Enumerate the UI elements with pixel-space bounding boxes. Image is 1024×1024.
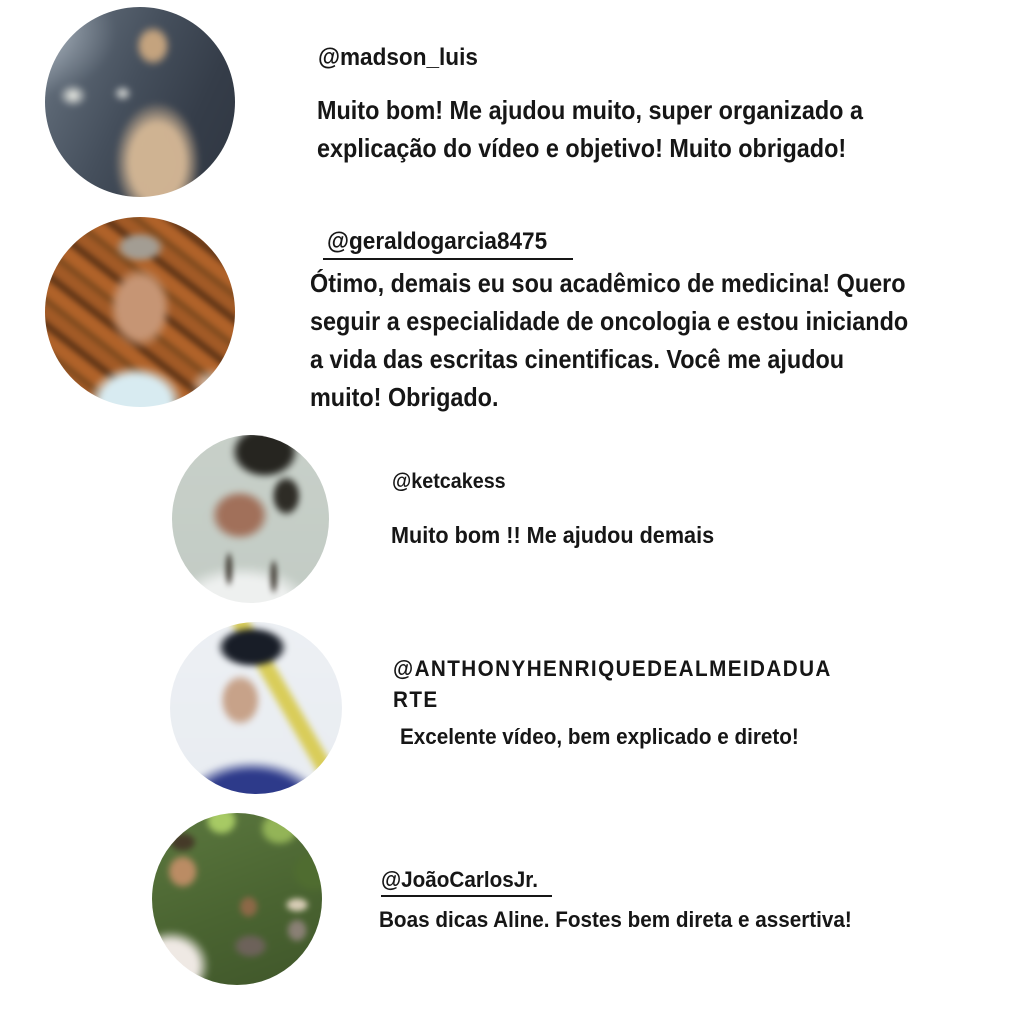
comment-text [379, 907, 882, 933]
avatar-photo [172, 435, 329, 603]
comment-line: explicação do vídeo e objetivo! Muito obrigado! [317, 133, 847, 163]
avatar-anthonyhenrique [170, 622, 342, 794]
avatar-geraldogarcia8475 [45, 217, 235, 407]
comment-text [391, 522, 735, 549]
avatar-joaocarlosjr [152, 813, 322, 985]
avatar-photo [152, 813, 322, 985]
avatar-photo [170, 622, 342, 794]
comment-line: Boas dicas Aline. Fostes bem direta e assertiva! [379, 907, 852, 932]
comment-text [310, 264, 975, 416]
username-text: @geraldogarcia8475 [327, 228, 548, 255]
comment-line: a vida das escritas cinentificas. Você me ajudou [310, 344, 845, 374]
username-underline[interactable] [381, 867, 552, 897]
username-text: @JoãoCarlosJr. [381, 867, 538, 892]
username-line: @ANTHONYHENRIQUEDEALMEIDADUA [393, 656, 832, 681]
username-label [392, 470, 513, 494]
avatar-ketcakess [172, 435, 329, 603]
comment-text [317, 91, 924, 167]
comment-text [400, 724, 824, 750]
comment-line: muito! Obrigado. [310, 382, 499, 412]
comment-line: seguir a especialidade de oncologia e estou iniciando [310, 306, 909, 336]
avatar-photo [45, 217, 235, 407]
username-link [381, 867, 552, 897]
username-label [318, 44, 488, 72]
comment-line: Muito bom! Me ajudou muito, super organizado a [317, 95, 864, 125]
comment-line: Ótimo, demais eu sou acadêmico de medicina! Quero [310, 268, 906, 298]
comment-line: Excelente vídeo, bem explicado e direto! [400, 724, 799, 749]
username-link [327, 228, 573, 260]
username-line: RTE [393, 687, 439, 712]
avatar-madson-luis [45, 7, 235, 197]
username-label [393, 653, 860, 715]
comment-line: Muito bom !! Me ajudou demais [391, 522, 715, 548]
username-underline[interactable] [323, 228, 573, 260]
username-text: @madson_luis [318, 44, 478, 71]
username-text: @ketcakess [392, 470, 506, 493]
avatar-photo [45, 7, 235, 197]
